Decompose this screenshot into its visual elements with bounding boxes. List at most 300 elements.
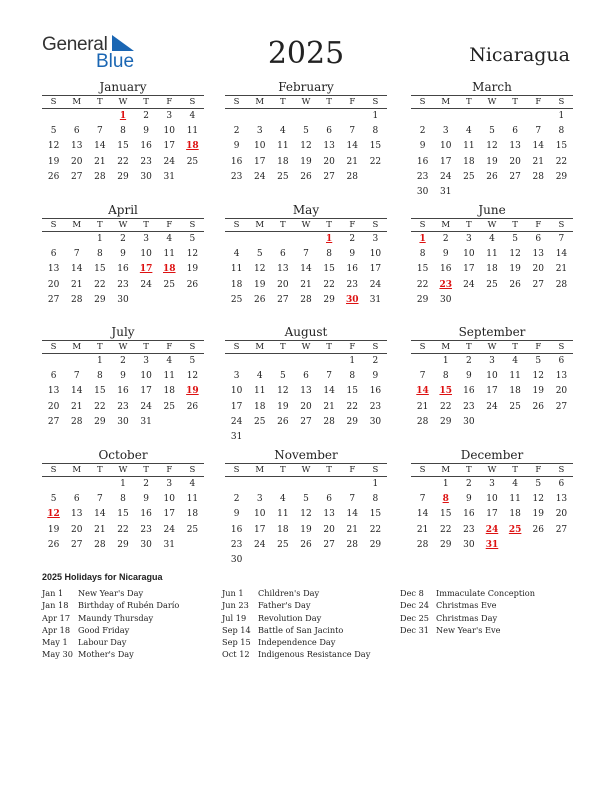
month-november bbox=[225, 447, 387, 568]
day-cell: 5 bbox=[512, 234, 518, 244]
weekday-header: F bbox=[158, 218, 181, 232]
day-cell: 16 bbox=[230, 156, 243, 167]
day-cell: 20 bbox=[47, 279, 60, 290]
day-cell: 7 bbox=[326, 371, 332, 382]
holiday-day-cell: 31 bbox=[485, 539, 499, 550]
day-cell: 2 bbox=[233, 494, 240, 505]
holiday-entry bbox=[400, 587, 580, 599]
day-cell: 11 bbox=[277, 509, 289, 520]
holiday-entry bbox=[222, 587, 402, 599]
day-cell: 2 bbox=[465, 479, 472, 489]
empty-day-cell bbox=[42, 232, 65, 247]
day-cell: 25 bbox=[277, 539, 289, 550]
weekday-header: T bbox=[504, 218, 527, 232]
empty-day-cell bbox=[341, 109, 364, 124]
empty-day-cell bbox=[248, 354, 271, 369]
weekday-header: M bbox=[65, 95, 88, 109]
empty-day-cell bbox=[411, 109, 434, 124]
day-cell: 23 bbox=[117, 401, 129, 412]
empty-day-cell bbox=[294, 354, 317, 369]
weekday-header: T bbox=[318, 95, 341, 109]
day-cell: 23 bbox=[230, 539, 243, 550]
month-february bbox=[225, 79, 387, 185]
weekday-header: M bbox=[434, 95, 457, 109]
day-cell: 4 bbox=[189, 111, 196, 121]
day-cell: 27 bbox=[300, 416, 312, 427]
day-cell: 13 bbox=[555, 494, 568, 505]
day-cell: 11 bbox=[186, 126, 199, 137]
day-cell: 19 bbox=[186, 264, 199, 275]
holiday-name: New Year's Eve bbox=[436, 624, 501, 635]
day-cell: 4 bbox=[279, 126, 286, 137]
holiday-day-cell: 23 bbox=[439, 279, 452, 290]
holiday-day-cell: 30 bbox=[346, 294, 359, 305]
day-cell: 19 bbox=[253, 279, 266, 290]
day-cell: 9 bbox=[442, 249, 449, 260]
weekday-header: S bbox=[550, 218, 573, 232]
weekday-header: T bbox=[271, 340, 294, 354]
day-cell: 2 bbox=[419, 126, 426, 137]
day-cell: 12 bbox=[186, 371, 199, 382]
day-cell: 26 bbox=[486, 171, 498, 182]
day-cell: 12 bbox=[253, 264, 266, 275]
day-cell: 26 bbox=[186, 401, 199, 412]
day-cell: 16 bbox=[346, 264, 358, 275]
empty-day-cell bbox=[271, 354, 294, 369]
logo-word-blue: Blue bbox=[96, 51, 135, 72]
day-cell: 15 bbox=[555, 141, 568, 152]
day-cell: 5 bbox=[50, 126, 57, 137]
day-cell: 18 bbox=[163, 386, 175, 397]
day-cell: 14 bbox=[94, 509, 106, 520]
day-cell: 21 bbox=[416, 524, 429, 535]
day-cell: 16 bbox=[369, 386, 382, 397]
day-cell: 6 bbox=[558, 479, 565, 489]
day-cell: 30 bbox=[439, 294, 452, 305]
day-cell: 28 bbox=[94, 539, 106, 550]
day-cell: 6 bbox=[279, 249, 286, 260]
day-cell: 26 bbox=[253, 294, 266, 305]
day-cell: 29 bbox=[94, 294, 106, 305]
holiday-name: New Year's Day bbox=[78, 588, 144, 598]
holiday-entry bbox=[400, 624, 580, 636]
month-title: August bbox=[284, 325, 328, 339]
day-cell: 24 bbox=[253, 171, 266, 182]
day-cell: 17 bbox=[230, 401, 243, 412]
day-cell: 29 bbox=[439, 539, 452, 550]
holiday-list bbox=[42, 572, 582, 660]
day-cell: 6 bbox=[50, 249, 57, 260]
day-cell: 8 bbox=[372, 494, 379, 505]
day-cell: 9 bbox=[349, 249, 356, 260]
day-cell: 31 bbox=[439, 186, 452, 197]
day-cell: 24 bbox=[439, 171, 452, 182]
day-cell: 28 bbox=[416, 539, 429, 550]
weekday-header: T bbox=[457, 95, 480, 109]
weekday-header: F bbox=[341, 95, 364, 109]
day-cell: 15 bbox=[369, 509, 382, 520]
weekday-header: S bbox=[42, 340, 65, 354]
weekday-header: W bbox=[111, 95, 134, 109]
month-march bbox=[411, 79, 573, 200]
day-cell: 14 bbox=[323, 386, 335, 397]
day-cell: 12 bbox=[509, 249, 521, 260]
day-cell: 25 bbox=[163, 401, 175, 412]
day-cell: 23 bbox=[369, 401, 382, 412]
holiday-entry bbox=[42, 599, 222, 611]
weekday-header: T bbox=[318, 218, 341, 232]
day-cell: 4 bbox=[166, 356, 173, 366]
day-cell: 2 bbox=[372, 356, 379, 366]
holiday-date: Dec 8 bbox=[400, 588, 424, 598]
day-cell: 3 bbox=[465, 234, 472, 244]
empty-day-cell bbox=[248, 109, 271, 124]
weekday-header: T bbox=[318, 463, 341, 477]
weekday-header: W bbox=[294, 340, 317, 354]
day-cell: 13 bbox=[47, 386, 60, 397]
holiday-date: Dec 31 bbox=[400, 624, 430, 635]
day-cell: 17 bbox=[140, 386, 152, 397]
weekday-header: F bbox=[158, 463, 181, 477]
holiday-column bbox=[42, 587, 222, 661]
day-cell: 31 bbox=[369, 294, 382, 305]
day-cell: 25 bbox=[230, 294, 243, 305]
day-cell: 26 bbox=[509, 279, 521, 290]
day-cell: 19 bbox=[47, 524, 60, 535]
day-cell: 4 bbox=[166, 234, 173, 244]
day-cell: 10 bbox=[253, 509, 266, 520]
weekday-header: S bbox=[411, 463, 434, 477]
day-cell: 5 bbox=[303, 494, 309, 505]
month-grid bbox=[411, 463, 573, 553]
day-cell: 11 bbox=[509, 371, 521, 382]
holiday-name: Father's Day bbox=[258, 600, 311, 611]
day-cell: 18 bbox=[486, 264, 498, 275]
day-cell: 29 bbox=[346, 416, 358, 427]
day-cell: 14 bbox=[416, 509, 429, 520]
day-cell: 12 bbox=[532, 371, 544, 382]
day-cell: 17 bbox=[439, 156, 452, 167]
weekday-header: S bbox=[225, 95, 248, 109]
empty-day-cell bbox=[480, 109, 503, 124]
day-cell: 21 bbox=[346, 156, 358, 167]
empty-day-cell bbox=[65, 354, 88, 369]
empty-day-cell bbox=[225, 109, 248, 124]
holiday-date: Dec 25 bbox=[400, 612, 430, 623]
weekday-header: W bbox=[111, 463, 134, 477]
day-cell: 11 bbox=[186, 494, 199, 505]
day-cell: 24 bbox=[253, 539, 266, 550]
day-cell: 11 bbox=[277, 141, 289, 152]
day-cell: 24 bbox=[140, 279, 152, 290]
day-cell: 20 bbox=[555, 509, 568, 520]
day-cell: 6 bbox=[558, 356, 565, 366]
empty-day-cell bbox=[457, 109, 480, 124]
day-cell: 21 bbox=[346, 524, 358, 535]
day-cell: 11 bbox=[163, 249, 175, 260]
holiday-name: Independence Day bbox=[258, 637, 336, 648]
day-cell: 23 bbox=[140, 156, 152, 167]
day-cell: 31 bbox=[140, 416, 152, 427]
weekday-header: S bbox=[411, 340, 434, 354]
day-cell: 29 bbox=[94, 416, 106, 427]
day-cell: 25 bbox=[186, 524, 199, 535]
month-grid bbox=[42, 340, 204, 430]
day-cell: 21 bbox=[70, 401, 83, 412]
weekday-header: M bbox=[434, 463, 457, 477]
day-cell: 5 bbox=[489, 126, 495, 137]
day-cell: 24 bbox=[140, 401, 152, 412]
day-cell: 8 bbox=[419, 249, 426, 260]
day-cell: 4 bbox=[279, 494, 286, 505]
weekday-header: F bbox=[341, 218, 364, 232]
day-cell: 16 bbox=[140, 509, 152, 520]
empty-day-cell bbox=[271, 477, 294, 492]
day-cell: 14 bbox=[555, 249, 568, 260]
day-cell: 30 bbox=[117, 416, 129, 427]
day-cell: 14 bbox=[70, 386, 83, 397]
day-cell: 6 bbox=[512, 126, 518, 137]
day-cell: 29 bbox=[117, 171, 129, 182]
day-cell: 12 bbox=[186, 249, 199, 260]
day-cell: 19 bbox=[486, 156, 498, 167]
day-cell: 11 bbox=[253, 386, 266, 397]
day-cell: 8 bbox=[120, 494, 126, 505]
day-cell: 10 bbox=[486, 371, 498, 382]
day-cell: 6 bbox=[535, 234, 542, 244]
day-cell: 15 bbox=[439, 509, 452, 520]
weekday-header: S bbox=[181, 218, 204, 232]
empty-day-cell bbox=[504, 109, 527, 124]
weekday-header: T bbox=[504, 95, 527, 109]
day-cell: 9 bbox=[465, 371, 472, 382]
day-cell: 20 bbox=[323, 156, 335, 167]
day-cell: 19 bbox=[300, 156, 312, 167]
weekday-header: T bbox=[271, 218, 294, 232]
day-cell: 15 bbox=[369, 141, 382, 152]
weekday-header: S bbox=[42, 95, 65, 109]
month-grid bbox=[42, 463, 204, 553]
day-cell: 24 bbox=[163, 156, 175, 167]
day-cell: 9 bbox=[465, 494, 472, 505]
day-cell: 22 bbox=[117, 524, 129, 535]
day-cell: 2 bbox=[442, 234, 449, 244]
day-cell: 27 bbox=[509, 171, 521, 182]
day-cell: 24 bbox=[230, 416, 243, 427]
empty-day-cell bbox=[318, 477, 341, 492]
holiday-name: Maundy Thursday bbox=[78, 612, 154, 623]
day-cell: 12 bbox=[486, 141, 498, 152]
day-cell: 28 bbox=[532, 171, 544, 182]
empty-day-cell bbox=[65, 232, 88, 247]
weekday-header: S bbox=[225, 218, 248, 232]
day-cell: 22 bbox=[555, 156, 568, 167]
month-september bbox=[411, 324, 573, 430]
day-cell: 9 bbox=[233, 509, 240, 520]
day-cell: 5 bbox=[50, 494, 57, 505]
day-cell: 21 bbox=[94, 156, 106, 167]
day-cell: 22 bbox=[117, 156, 129, 167]
holiday-day-cell: 1 bbox=[419, 234, 426, 244]
weekday-header: T bbox=[318, 340, 341, 354]
day-cell: 17 bbox=[463, 264, 475, 275]
day-cell: 16 bbox=[416, 156, 429, 167]
day-cell: 16 bbox=[230, 524, 243, 535]
weekday-header: M bbox=[248, 463, 271, 477]
weekday-header: S bbox=[42, 218, 65, 232]
holiday-name: Labour Day bbox=[78, 637, 127, 648]
holiday-date: Sep 15 bbox=[222, 637, 251, 648]
holiday-entry bbox=[222, 612, 402, 624]
month-grid bbox=[225, 340, 387, 445]
day-cell: 28 bbox=[70, 294, 83, 305]
month-grid bbox=[411, 95, 573, 200]
weekday-header: S bbox=[364, 463, 387, 477]
day-cell: 30 bbox=[117, 294, 129, 305]
empty-day-cell bbox=[225, 354, 248, 369]
month-may bbox=[225, 202, 387, 308]
weekday-header: S bbox=[181, 463, 204, 477]
weekday-header: T bbox=[504, 340, 527, 354]
holiday-name: Birthday of Rubén Darío bbox=[78, 600, 180, 611]
empty-day-cell bbox=[294, 477, 317, 492]
day-cell: 24 bbox=[163, 524, 175, 535]
day-cell: 13 bbox=[555, 371, 568, 382]
day-cell: 10 bbox=[463, 249, 475, 260]
month-grid bbox=[225, 95, 387, 185]
day-cell: 14 bbox=[346, 509, 358, 520]
day-cell: 6 bbox=[50, 371, 57, 382]
day-cell: 19 bbox=[300, 524, 312, 535]
month-title: May bbox=[292, 203, 320, 217]
day-cell: 11 bbox=[463, 141, 475, 152]
empty-day-cell bbox=[225, 232, 248, 247]
day-cell: 7 bbox=[349, 494, 356, 505]
day-cell: 20 bbox=[509, 156, 521, 167]
day-cell: 13 bbox=[300, 386, 312, 397]
holiday-name: Indigenous Resistance Day bbox=[258, 649, 371, 660]
day-cell: 23 bbox=[463, 401, 475, 412]
weekday-header: F bbox=[158, 95, 181, 109]
day-cell: 10 bbox=[253, 141, 266, 152]
month-april bbox=[42, 202, 204, 308]
day-cell: 2 bbox=[120, 356, 126, 366]
day-cell: 13 bbox=[532, 249, 544, 260]
day-cell: 3 bbox=[143, 356, 149, 366]
day-cell: 27 bbox=[70, 539, 83, 550]
day-cell: 26 bbox=[532, 401, 544, 412]
day-cell: 19 bbox=[47, 156, 60, 167]
day-cell: 1 bbox=[349, 356, 356, 366]
day-cell: 25 bbox=[253, 416, 266, 427]
day-cell: 29 bbox=[439, 416, 452, 427]
day-cell: 21 bbox=[300, 279, 312, 290]
day-cell: 8 bbox=[442, 371, 449, 382]
day-cell: 26 bbox=[532, 524, 544, 535]
day-cell: 17 bbox=[486, 509, 498, 520]
day-cell: 4 bbox=[233, 249, 240, 260]
day-cell: 26 bbox=[186, 279, 199, 290]
month-grid bbox=[225, 463, 387, 568]
day-cell: 10 bbox=[140, 249, 152, 260]
day-cell: 30 bbox=[416, 186, 429, 197]
day-cell: 6 bbox=[326, 494, 332, 505]
holiday-day-cell: 18 bbox=[163, 264, 176, 275]
month-title: July bbox=[111, 325, 135, 339]
day-cell: 8 bbox=[96, 371, 103, 382]
holiday-day-cell: 1 bbox=[119, 111, 127, 121]
day-cell: 26 bbox=[47, 539, 60, 550]
empty-day-cell bbox=[248, 477, 271, 492]
day-cell: 19 bbox=[532, 386, 544, 397]
weekday-header: M bbox=[434, 218, 457, 232]
day-cell: 14 bbox=[346, 141, 358, 152]
holiday-name: Mother's Day bbox=[78, 649, 134, 660]
weekday-header: S bbox=[181, 95, 204, 109]
day-cell: 22 bbox=[346, 401, 358, 412]
weekday-header: S bbox=[411, 95, 434, 109]
day-cell: 29 bbox=[117, 539, 129, 550]
day-cell: 17 bbox=[163, 141, 175, 152]
day-cell: 14 bbox=[300, 264, 312, 275]
day-cell: 9 bbox=[143, 494, 149, 505]
day-cell: 8 bbox=[372, 126, 379, 137]
holiday-entry bbox=[400, 599, 580, 611]
day-cell: 20 bbox=[323, 524, 335, 535]
month-title: November bbox=[274, 448, 338, 462]
day-cell: 31 bbox=[163, 171, 175, 182]
day-cell: 28 bbox=[555, 279, 568, 290]
weekday-header: M bbox=[248, 95, 271, 109]
weekday-header: F bbox=[527, 95, 550, 109]
day-cell: 21 bbox=[323, 401, 335, 412]
day-cell: 5 bbox=[303, 126, 309, 137]
month-june bbox=[411, 202, 573, 308]
day-cell: 10 bbox=[486, 494, 498, 505]
day-cell: 5 bbox=[535, 479, 542, 489]
weekday-header: T bbox=[88, 218, 111, 232]
day-cell: 30 bbox=[369, 416, 382, 427]
day-cell: 8 bbox=[558, 126, 565, 137]
day-cell: 20 bbox=[555, 386, 568, 397]
weekday-header: T bbox=[135, 463, 158, 477]
day-cell: 11 bbox=[163, 371, 175, 382]
day-cell: 27 bbox=[47, 416, 60, 427]
day-cell: 3 bbox=[256, 494, 263, 505]
day-cell: 2 bbox=[143, 111, 149, 121]
day-cell: 18 bbox=[277, 524, 289, 535]
holiday-entry bbox=[400, 612, 580, 624]
day-cell: 5 bbox=[279, 371, 286, 382]
day-cell: 13 bbox=[70, 141, 83, 152]
empty-day-cell bbox=[248, 232, 271, 247]
day-cell: 31 bbox=[230, 431, 243, 442]
day-cell: 29 bbox=[369, 539, 382, 550]
day-cell: 23 bbox=[230, 171, 243, 182]
day-cell: 9 bbox=[233, 141, 240, 152]
weekday-header: T bbox=[135, 95, 158, 109]
day-cell: 15 bbox=[416, 264, 429, 275]
day-cell: 26 bbox=[300, 171, 312, 182]
empty-day-cell bbox=[65, 477, 88, 492]
day-cell: 1 bbox=[372, 479, 379, 489]
day-cell: 16 bbox=[439, 264, 452, 275]
day-cell: 10 bbox=[163, 494, 175, 505]
day-cell: 22 bbox=[323, 279, 335, 290]
empty-day-cell bbox=[42, 477, 65, 492]
weekday-header: M bbox=[434, 340, 457, 354]
day-cell: 3 bbox=[143, 234, 149, 244]
